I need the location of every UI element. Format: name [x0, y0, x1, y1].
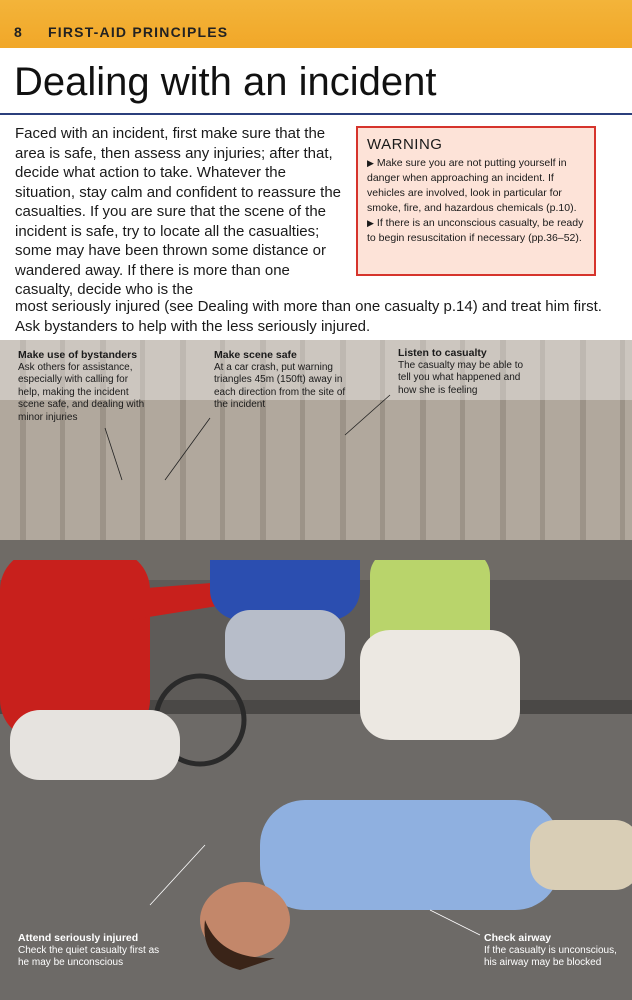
caption-text: If the casualty is unconscious, his airway may be blocked — [484, 944, 617, 968]
caption-title: Listen to casualty — [398, 347, 487, 359]
caption-attend — [18, 932, 168, 970]
caption-text: At a car crash, put warning triangles 45m (150ft) away in each direction from the site of the incident — [214, 361, 346, 410]
triangle-bullet-icon: ▶ — [367, 158, 374, 168]
triangle-bullet-icon: ▶ — [367, 218, 374, 228]
warning-title: WARNING — [367, 136, 443, 153]
caption-title: Make scene safe — [214, 349, 297, 361]
warning-item — [367, 156, 586, 216]
incident-photo — [0, 340, 632, 1000]
caption-title: Check airway — [484, 932, 552, 944]
caption-text: Check the quiet casualty first as he may be unconscious — [18, 944, 160, 968]
warning-item-text: If there is an unconscious casualty, be ready to begin resuscitation if necessary (pp.36–52). — [367, 217, 584, 244]
page-title: Dealing with an incident — [14, 60, 437, 104]
caption-listen — [398, 347, 538, 397]
intro-paragraph: Faced with an incident, first make sure that the area is safe, then assess any injuries; after that, decide what action to take. Whatever the situation, stay calm and confident to reassure the casualties. If you are sure that the scene of the incident is safe, try to locate all the casualties; some may have been thrown some distance or wandered away. If there is more than one casualty, decide who is the — [15, 125, 342, 298]
warning-item-text: Make sure you are not putting yourself in danger when approaching an incident. If vehicles are involved, look in particular for smoke, fire, and hazardous chemicals (p.10). — [367, 157, 577, 214]
header-bar — [0, 0, 632, 48]
intro-paragraph-continued: most seriously injured (see Dealing with more than one casualty p.14) and treat him first. Ask bystanders to help with the less seriously injured. — [15, 298, 602, 335]
section-title: FIRST-AID PRINCIPLES — [48, 24, 229, 40]
caption-bystanders — [18, 349, 148, 424]
caption-airway — [484, 932, 624, 970]
caption-title: Make use of bystanders — [18, 349, 138, 361]
caption-text: The casualty may be able to tell you what happened and how she is feeling — [398, 359, 524, 396]
title-rule — [0, 113, 632, 115]
caption-scene-safe — [214, 349, 354, 412]
page-number: 8 — [14, 24, 22, 40]
first-aider-figure — [210, 560, 360, 680]
warning-box — [356, 126, 596, 276]
caption-title: Attend seriously injured — [18, 932, 139, 944]
warning-item — [367, 216, 586, 246]
caption-text: Ask others for assistance, especially with calling for help, making the incident scene safe, and dealing with minor injuries — [18, 361, 145, 423]
